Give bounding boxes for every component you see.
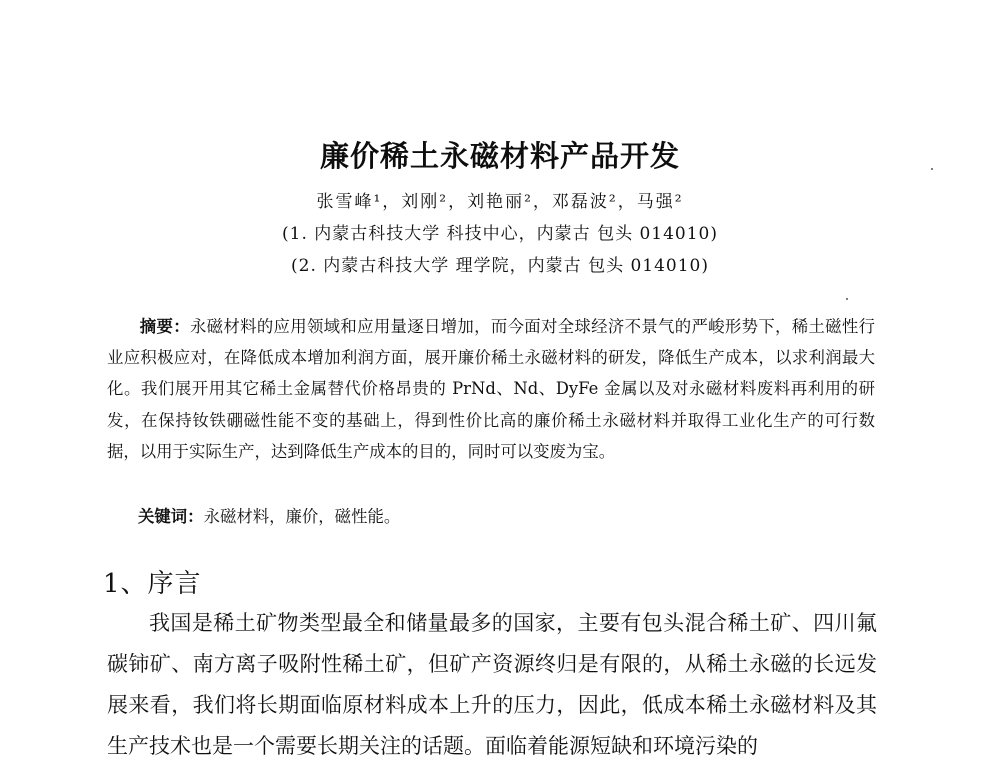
affiliation-2: (2. 内蒙古科技大学 理学院，内蒙古 包头 014010) bbox=[291, 256, 709, 276]
keywords bbox=[138, 503, 400, 527]
abstract bbox=[107, 311, 875, 467]
scan-speck bbox=[931, 168, 933, 170]
paper-title: 廉价稀土永磁材料产品开发 bbox=[319, 139, 680, 173]
affiliation-1: (1. 内蒙古科技大学 科技中心，内蒙古 包头 014010) bbox=[282, 224, 718, 244]
keywords-label: 关键词： bbox=[138, 507, 204, 526]
scan-speck bbox=[846, 298, 848, 300]
abstract-label: 摘要： bbox=[139, 317, 190, 336]
author-list: 张雪峰¹，刘刚²，刘艳丽²，邓磊波²，马强² bbox=[316, 192, 684, 212]
abstract-text: 永磁材料的应用领域和应用量逐日增加，而今面对全球经济不景气的严峻形势下，稀土磁性行业应积极应对，在降低成本增加利润方面，展开廉价稀土永磁材料的研发，降低生产成本，以求利润最大化。我们展开用其它稀土金属替代价格昂贵的 PrNd、Nd、DyFe 金属以及对永磁材料废料再利用的研发，在保持钕铁硼磁性能不变的基础上，得到性价比高的廉价稀土永磁材料并取得工业化生产的可行数据，以用于实际生产，达到降低生产成本的目的，同时可以变废为宝。 bbox=[107, 317, 876, 461]
section-heading: 1、序言 bbox=[103, 569, 202, 599]
body-paragraph: 我国是稀土矿物类型最全和储量最多的国家，主要有包头混合稀土矿、四川氟碳铈矿、南方离子吸附性稀土矿，但矿产资源终归是有限的，从稀土永磁的长远发展来看，我们将长期面临原材料成本上升的压力，因此，低成本稀土永磁材料及其生产技术也是一个需要长期关注的话题。面临着能源短缺和环境污染的 bbox=[107, 611, 877, 758]
abstract-paragraph bbox=[107, 311, 875, 467]
section-body bbox=[107, 603, 877, 767]
keywords-text: 永磁材料，廉价，磁性能。 bbox=[203, 507, 401, 526]
